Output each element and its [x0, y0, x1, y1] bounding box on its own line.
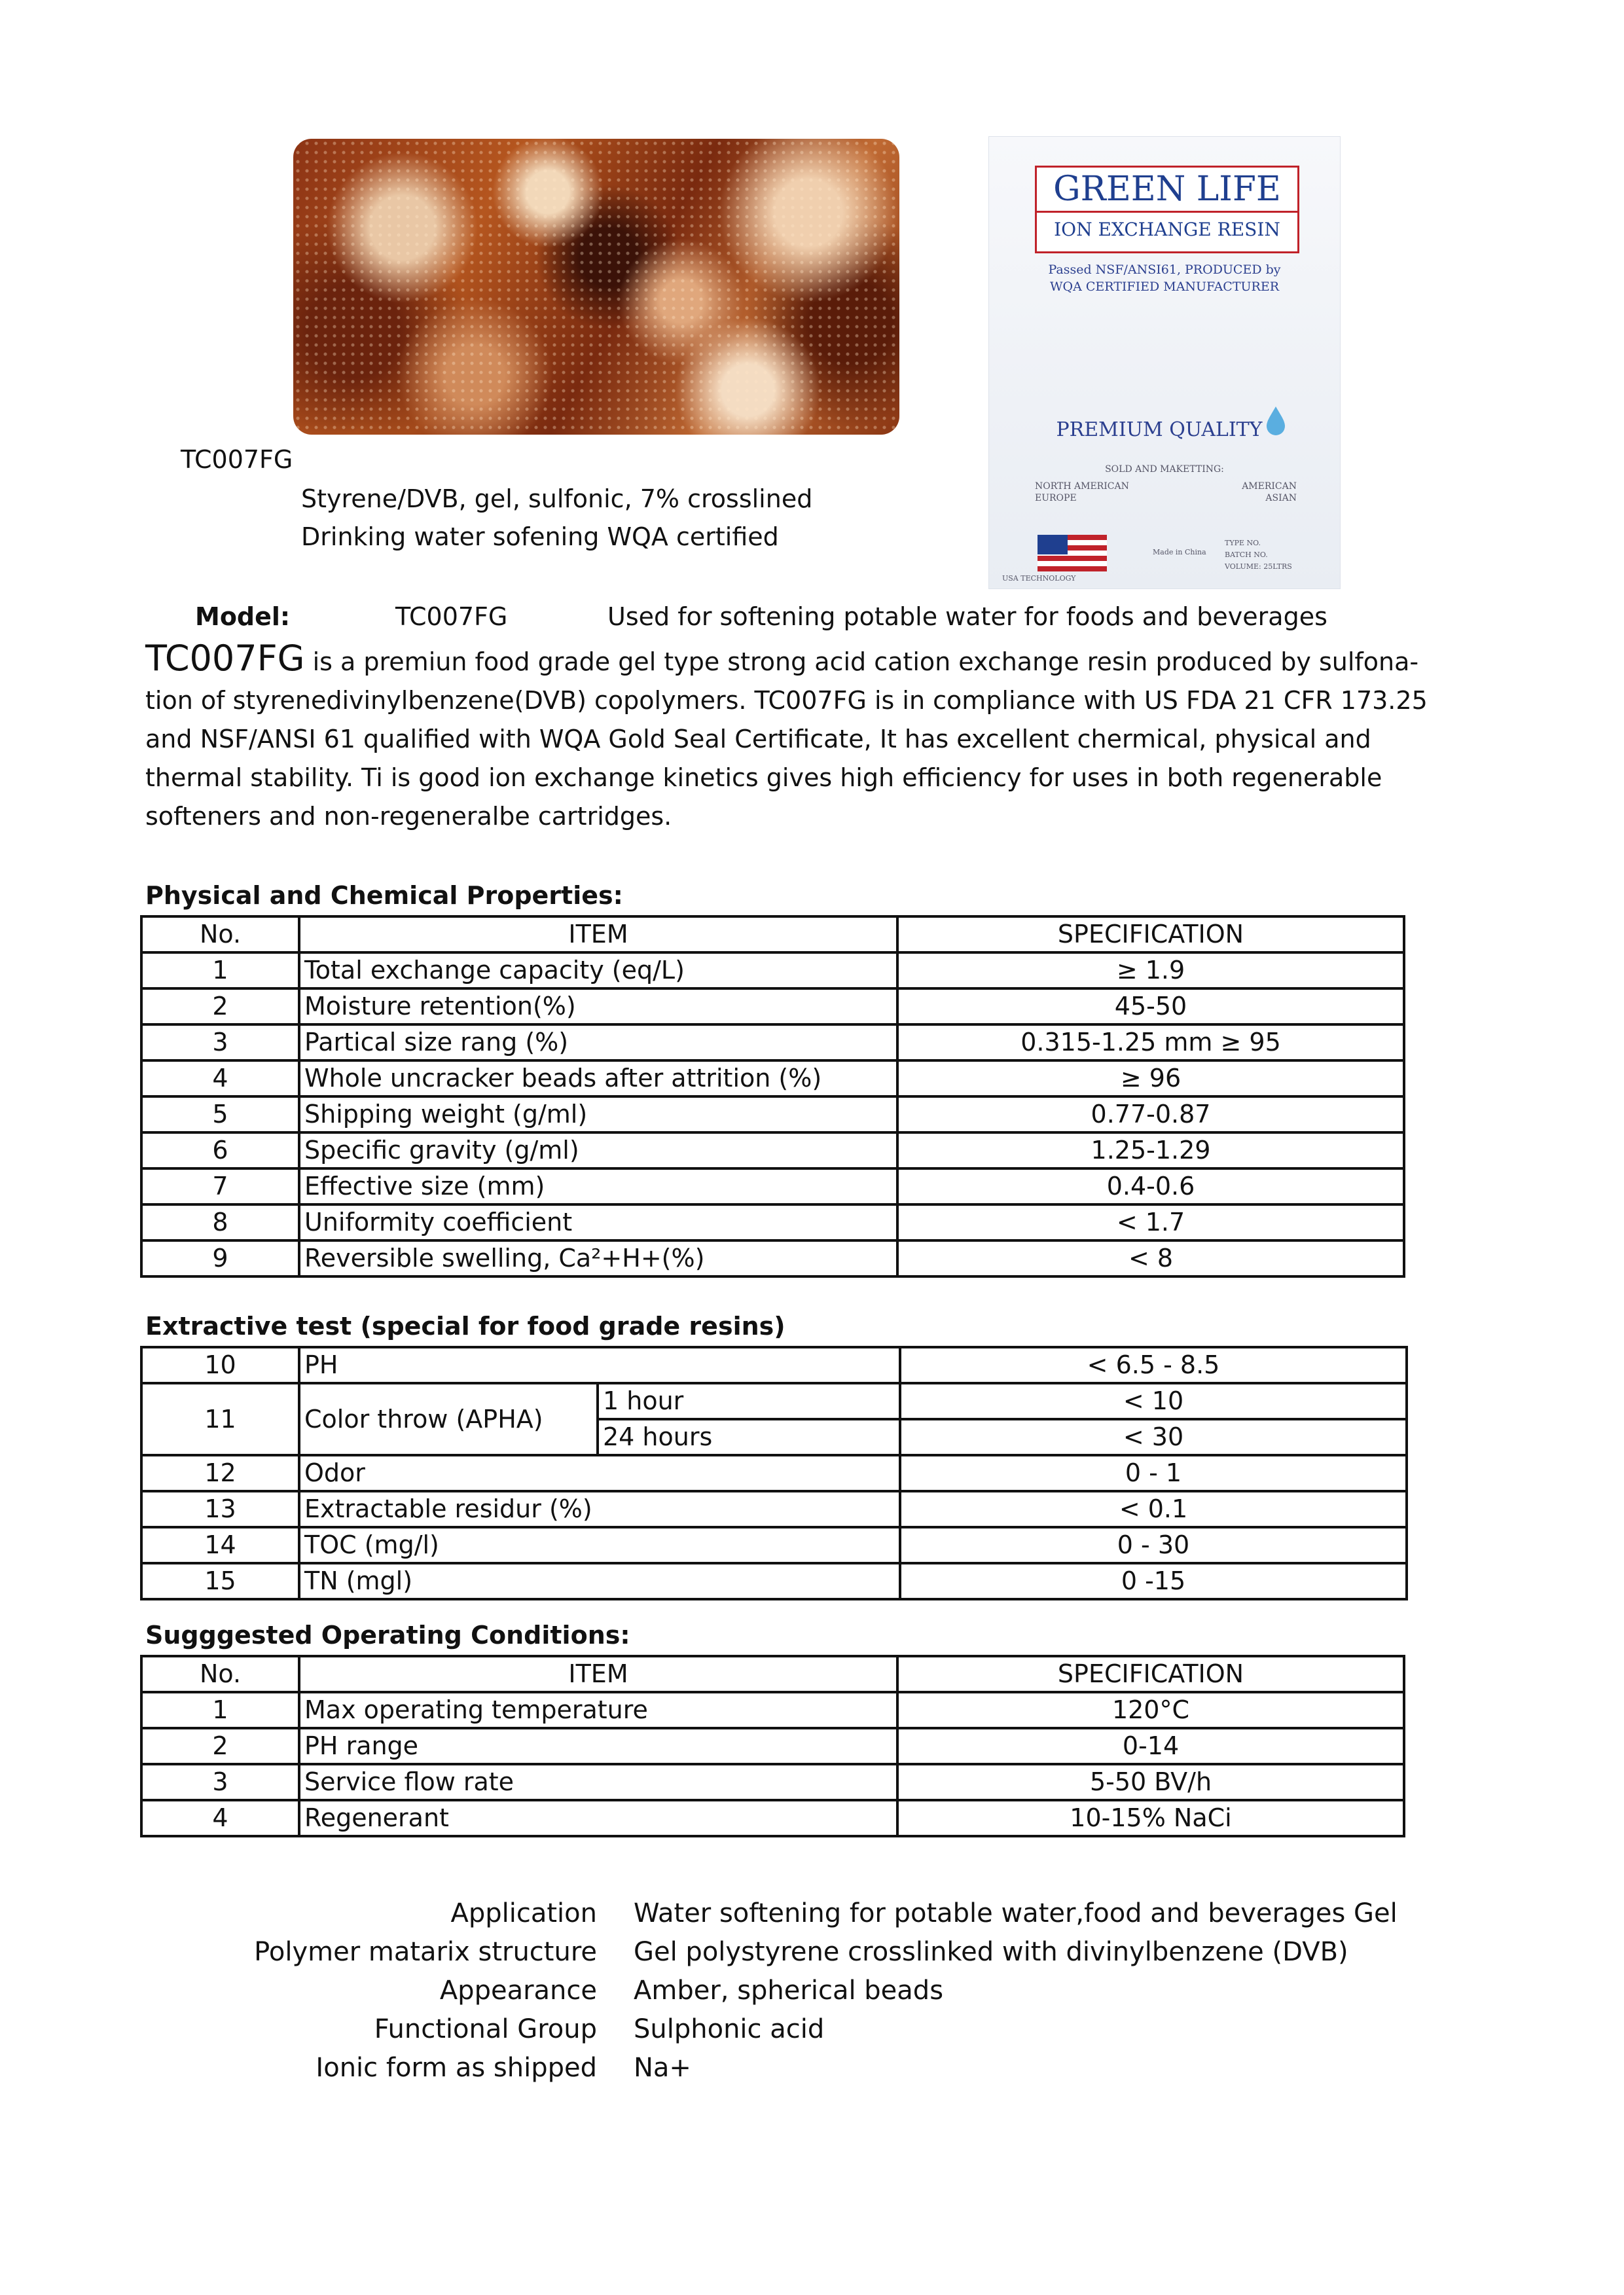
bag-region-american: AMERICAN	[1242, 481, 1297, 492]
row-item: Partical size rang (%)	[299, 1024, 897, 1060]
row-no: 3	[141, 1764, 299, 1800]
bag-quality: PREMIUM QUALITY	[1056, 418, 1263, 441]
row-item: PH	[299, 1347, 900, 1383]
row-spec: 10-15% NaCi	[897, 1800, 1404, 1836]
bag-certification	[1015, 261, 1314, 295]
header-specification: SPECIFICATION	[897, 916, 1404, 952]
row-item: Specific gravity (g/ml)	[299, 1132, 897, 1168]
table-row	[141, 1132, 1404, 1168]
intro-line-3: and NSF/ANSI 61 qualified with WQA Gold Seal Certificate, It has excellent chermical, physical and	[145, 725, 1371, 753]
table-row	[141, 1491, 1407, 1527]
table-row	[141, 1168, 1404, 1204]
row-spec: 0.4-0.6	[897, 1168, 1404, 1204]
header-item: ITEM	[299, 1656, 897, 1692]
table-row	[141, 988, 1404, 1024]
appearance-label: Appearance	[439, 1976, 597, 2006]
extractive-section-title: Extractive test (special for food grade resins)	[145, 1312, 785, 1341]
row-spec: ≥ 1.9	[897, 952, 1404, 988]
row-no: 2	[141, 988, 299, 1024]
bag-sold-label: SOLD AND MAKETTING:	[1105, 464, 1224, 475]
row-spec: < 6.5 - 8.5	[900, 1347, 1407, 1383]
row-item: Whole uncracker beads after attrition (%)	[299, 1060, 897, 1096]
row-spec: < 10	[900, 1383, 1407, 1419]
model-label: Model:	[195, 602, 291, 631]
table-row	[141, 1024, 1404, 1060]
row-spec: 45-50	[897, 988, 1404, 1024]
intro-line-1	[145, 639, 1481, 681]
row-spec: 0 - 1	[900, 1455, 1407, 1491]
table-row	[141, 1383, 1407, 1419]
row-item: Uniformity coefficient	[299, 1204, 897, 1240]
bag-subtitle: ION EXCHANGE RESIN	[1054, 219, 1280, 240]
bag-cert-line2: WQA CERTIFIED MANUFACTURER	[1049, 280, 1280, 294]
table-row	[141, 1060, 1404, 1096]
header-item: ITEM	[299, 916, 897, 952]
header-no: No.	[141, 1656, 299, 1692]
intro-line-4: thermal stability. Ti is good ion exchange kinetics gives high efficiency for uses in both regenerable	[145, 763, 1382, 792]
table-row	[141, 1764, 1404, 1800]
row-item: Reversible swelling, Ca²+H+(%)	[299, 1240, 897, 1276]
row-no: 13	[141, 1491, 299, 1527]
table-row	[141, 1240, 1404, 1276]
table-row	[141, 1728, 1404, 1764]
intro-line-2: tion of styrenedivinylbenzene(DVB) copolymers. TC007FG is in compliance with US FDA 21 CFR 173.25	[145, 686, 1428, 715]
header-specification: SPECIFICATION	[897, 1656, 1404, 1692]
physical-section-title: Physical and Chemical Properties:	[145, 881, 623, 910]
row-subitem: 1 hour	[598, 1383, 900, 1419]
row-item: Service flow rate	[299, 1764, 897, 1800]
table-header-row	[141, 1656, 1404, 1692]
row-item: Extractable residur (%)	[299, 1491, 900, 1527]
us-flag-icon	[1038, 535, 1107, 571]
row-spec: 0 - 30	[900, 1527, 1407, 1563]
row-spec: 5-50 BV/h	[897, 1764, 1404, 1800]
intro-line1-text: is a premiun food grade gel type strong acid cation exchange resin produced by sulfona-	[304, 647, 1419, 676]
functional-group-label: Functional Group	[374, 2014, 597, 2044]
model-value: TC007FG	[395, 602, 508, 631]
row-item: Color throw (APHA)	[299, 1383, 598, 1455]
row-no: 9	[141, 1240, 299, 1276]
bag-region-north-american: NORTH AMERICAN	[1035, 481, 1129, 492]
row-spec: 120°C	[897, 1692, 1404, 1728]
bag-region-asian: ASIAN	[1265, 493, 1297, 503]
row-spec: < 30	[900, 1419, 1407, 1455]
row-no: 5	[141, 1096, 299, 1132]
table-row	[141, 1527, 1407, 1563]
row-item: Total exchange capacity (eq/L)	[299, 952, 897, 988]
application-block	[0, 1894, 1624, 2104]
table-row	[141, 1096, 1404, 1132]
operating-conditions-table	[140, 1655, 1405, 1837]
row-item: TOC (mg/l)	[299, 1527, 900, 1563]
product-bag-image	[988, 136, 1341, 589]
table-row	[141, 1800, 1404, 1836]
row-no: 1	[141, 952, 299, 988]
header-no: No.	[141, 916, 299, 952]
row-item: PH range	[299, 1728, 897, 1764]
row-no: 7	[141, 1168, 299, 1204]
row-item: TN (mgl)	[299, 1563, 900, 1599]
row-no: 10	[141, 1347, 299, 1383]
row-item: Regenerant	[299, 1800, 897, 1836]
row-no: 14	[141, 1527, 299, 1563]
row-item: Moisture retention(%)	[299, 988, 897, 1024]
bag-brand: GREEN LIFE	[1053, 170, 1281, 209]
row-spec: 0.77-0.87	[897, 1096, 1404, 1132]
physical-properties-table	[140, 915, 1405, 1278]
table-row	[141, 1692, 1404, 1728]
row-subitem: 24 hours	[598, 1419, 900, 1455]
resin-beads-photo	[293, 139, 899, 435]
intro-line-5: softeners and non-regeneralbe cartridges.	[145, 802, 672, 831]
product-desc-2: Drinking water sofening WQA certified	[301, 522, 779, 551]
table-row	[141, 1455, 1407, 1491]
bag-cert-line1: Passed NSF/ANSI61, PRODUCED by	[1048, 262, 1281, 277]
row-spec: < 0.1	[900, 1491, 1407, 1527]
row-no: 15	[141, 1563, 299, 1599]
row-no: 11	[141, 1383, 299, 1455]
bag-batch-no: BATCH NO.	[1225, 551, 1268, 559]
row-item: Shipping weight (g/ml)	[299, 1096, 897, 1132]
row-no: 8	[141, 1204, 299, 1240]
bag-usa-technology: USA TECHNOLOGY	[1002, 574, 1076, 583]
row-spec: < 8	[897, 1240, 1404, 1276]
row-no: 4	[141, 1800, 299, 1836]
bag-volume: VOLUME: 25LTRS	[1225, 562, 1292, 571]
row-item: Effective size (mm)	[299, 1168, 897, 1204]
application-value: Water softening for potable water,food and beverages Gel	[634, 1898, 1398, 1928]
row-spec: 0-14	[897, 1728, 1404, 1764]
row-no: 1	[141, 1692, 299, 1728]
row-item: Max operating temperature	[299, 1692, 897, 1728]
intro-lead: TC007FG	[145, 638, 305, 679]
model-usage: Used for softening potable water for foods and beverages	[607, 602, 1327, 631]
table-row	[141, 952, 1404, 988]
table-row	[141, 1204, 1404, 1240]
row-no: 12	[141, 1455, 299, 1491]
row-spec: < 1.7	[897, 1204, 1404, 1240]
ionic-form-value: Na+	[634, 2053, 691, 2083]
row-spec: 1.25-1.29	[897, 1132, 1404, 1168]
ionic-form-label: Ionic form as shipped	[316, 2053, 597, 2083]
bag-made-in: Made in China	[1153, 548, 1206, 556]
functional-group-value: Sulphonic acid	[634, 2014, 825, 2044]
extractive-test-table	[140, 1346, 1408, 1600]
bag-type-no: TYPE NO.	[1225, 539, 1261, 547]
appearance-value: Amber, spherical beads	[634, 1976, 944, 2006]
water-drop-icon	[1263, 405, 1289, 438]
table-header-row	[141, 916, 1404, 952]
bag-region-europe: EUROPE	[1035, 493, 1077, 503]
table-row	[141, 1347, 1407, 1383]
row-item: Odor	[299, 1455, 900, 1491]
row-no: 2	[141, 1728, 299, 1764]
row-no: 4	[141, 1060, 299, 1096]
polymer-structure-label: Polymer matarix structure	[254, 1937, 597, 1967]
row-spec: 0.315-1.25 mm ≥ 95	[897, 1024, 1404, 1060]
application-label: Application	[450, 1898, 597, 1928]
row-no: 6	[141, 1132, 299, 1168]
bag-brand-box	[1035, 166, 1299, 253]
table-row	[141, 1563, 1407, 1599]
row-spec: 0 -15	[900, 1563, 1407, 1599]
polymer-structure-value: Gel polystyrene crosslinked with divinylbenzene (DVB)	[634, 1937, 1348, 1967]
product-desc-1: Styrene/DVB, gel, sulfonic, 7% crosslined	[301, 484, 813, 513]
row-spec: ≥ 96	[897, 1060, 1404, 1096]
row-no: 3	[141, 1024, 299, 1060]
operating-section-title: Sugggested Operating Conditions:	[145, 1621, 630, 1650]
intro-paragraph	[145, 639, 1481, 836]
product-code: TC007FG	[181, 445, 293, 474]
